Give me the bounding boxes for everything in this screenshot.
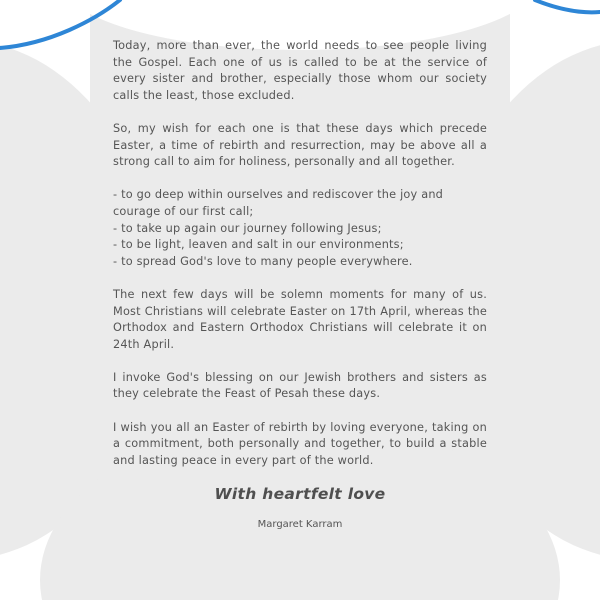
wish-item: - to go deep within ourselves and rediscover the joy and courage of our first call; [113,188,444,218]
wish-item: - to take up again our journey following Jesus; [113,221,382,235]
letter-paragraph-2: So, my wish for each one is that these days which precede Easter, a time of rebirth and resurrection, may be above all a strong call to aim for holiness, personally and all together. [113,121,487,169]
blue-arc-left [0,0,120,48]
wish-item: - to spread God's love to many people everywhere. [113,254,413,268]
wish-item: - to be light, leaven and salt in our environments; [113,238,404,252]
letter-paragraph-pesah: I invoke God's blessing on our Jewish brothers and sisters as they celebrate the Feast of Pesah these days. [113,370,487,401]
signature-name: Margaret Karram [257,519,343,530]
letter-body [113,38,487,486]
closing-salutation: With heartfelt love [214,485,386,503]
wishes-list [113,187,487,270]
letter-paragraph-1: Today, more than ever, the world needs to see people living the Gospel. Each one of us is called to be at the service of every sister and brother, especially those whom our society calls the least, those excluded. [113,39,487,102]
letter-paragraph-easter-dates: The next few days will be solemn moments for many of us. Most Christians will celebrate Easter on 17th April, whereas the Orthodox and Eastern Orthodox Christians will celebrate it on 24th April. [113,287,487,351]
blue-arc-right [535,0,600,12]
letter-paragraph-final-wish: I wish you all an Easter of rebirth by loving everyone, taking on a commitment, both personally and together, to build a stable and lasting peace in every part of the world. [113,420,487,467]
